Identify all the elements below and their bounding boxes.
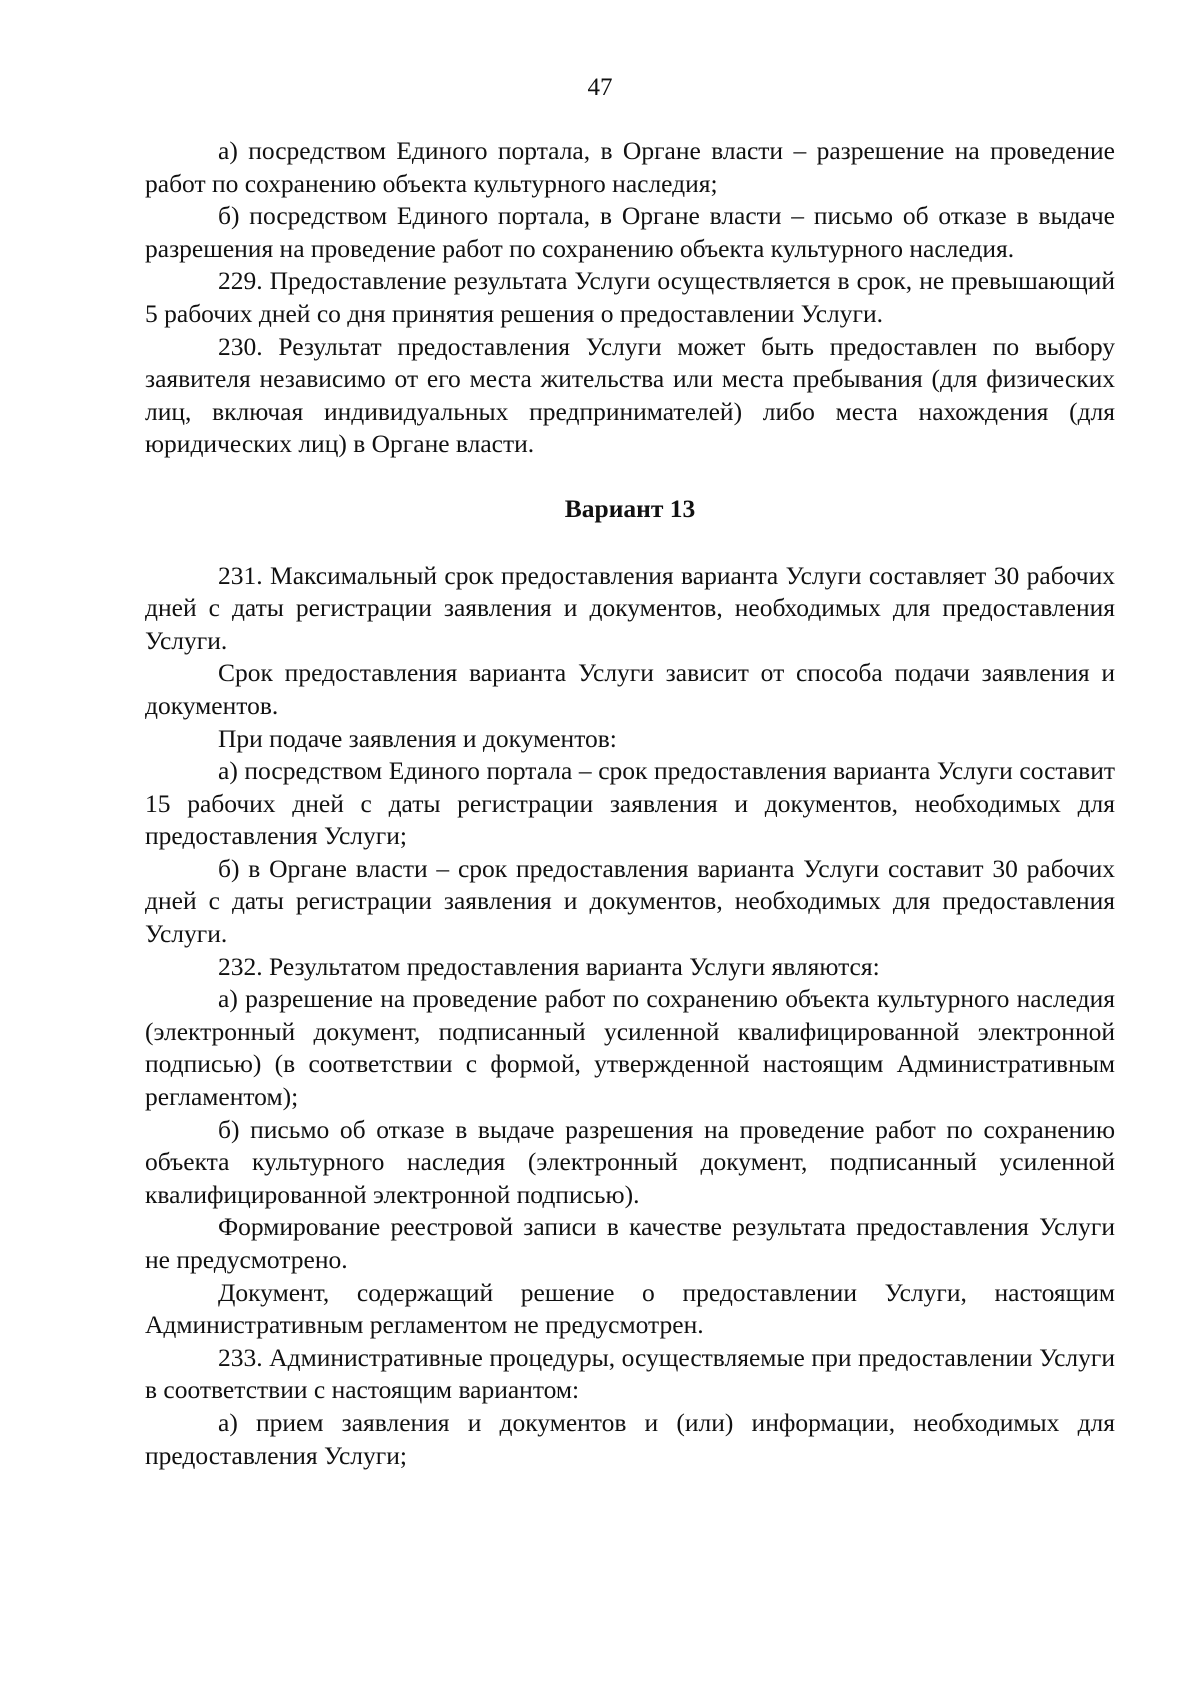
page-number: 47 (587, 74, 613, 101)
paragraph: 230. Результат предоставления Услуги может быть предоставлен по выбору заявителя независимо от его места жительства или места пребывания (для физических лиц, включая индивидуальных предпринимателей) либо места нахождения (для юридических лиц) в Органе власти. (145, 331, 1115, 459)
paragraph: При подаче заявления и документов: (218, 723, 617, 753)
paragraph: 229. Предоставление результата Услуги осуществляется в срок, не превышающий 5 рабочих дней со дня принятия решения о предоставлении Услуги. (145, 266, 1115, 328)
paragraph: Формирование реестровой записи в качестве результата предоставления Услуги не предусмотрено. (145, 1212, 1115, 1274)
paragraph: б) посредством Единого портала, в Органе власти – письмо об отказе в выдаче разрешения на проведение работ по сохранению объекта культурного наследия. (145, 201, 1115, 263)
paragraph: 232. Результатом предоставления варианта Услуги являются: (218, 951, 880, 981)
paragraph: Документ, содержащий решение о предоставлении Услуги, настоящим Административным регламентом не предусмотрен. (145, 1277, 1115, 1340)
paragraph: б) в Органе власти – срок предоставления варианта Услуги составит 30 рабочих дней с даты регистрации заявления и документов, необходимых для предоставления Услуги. (145, 853, 1115, 949)
paragraph: а) прием заявления и документов и (или) информации, необходимых для предоставления Услуги; (145, 1407, 1115, 1470)
section-heading: Вариант 13 (564, 493, 696, 523)
paragraph: Срок предоставления варианта Услуги зависит от способа подачи заявления и документов. (145, 658, 1115, 720)
paragraph: а) посредством Единого портала, в Органе власти – разрешение на проведение работ по сохранению объекта культурного наследия; (145, 136, 1115, 198)
document-body (145, 135, 1115, 1472)
paragraph: а) разрешение на проведение работ по сохранению объекта культурного наследия (электронный документ, подписанный усиленной квалифицированной электронной подписью) (в соответствии с формой, утвержденной настоящим Административным регламентом); (145, 984, 1115, 1112)
paragraph: а) посредством Единого портала – срок предоставления варианта Услуги составит 15 рабочих дней с даты регистрации заявления и документов, необходимых для предоставления Услуги; (145, 756, 1115, 851)
paragraph: 231. Максимальный срок предоставления варианта Услуги составляет 30 рабочих дней с даты регистрации заявления и документов, необходимых для предоставления Услуги. (145, 560, 1115, 655)
paragraph: б) письмо об отказе в выдаче разрешения на проведение работ по сохранению объекта культурного наследия (электронный документ, подписанный усиленной квалифицированной электронной подписью). (145, 1114, 1115, 1209)
paragraph: 233. Административные процедуры, осуществляемые при предоставлении Услуги в соответствии с настоящим вариантом: (145, 1342, 1115, 1405)
